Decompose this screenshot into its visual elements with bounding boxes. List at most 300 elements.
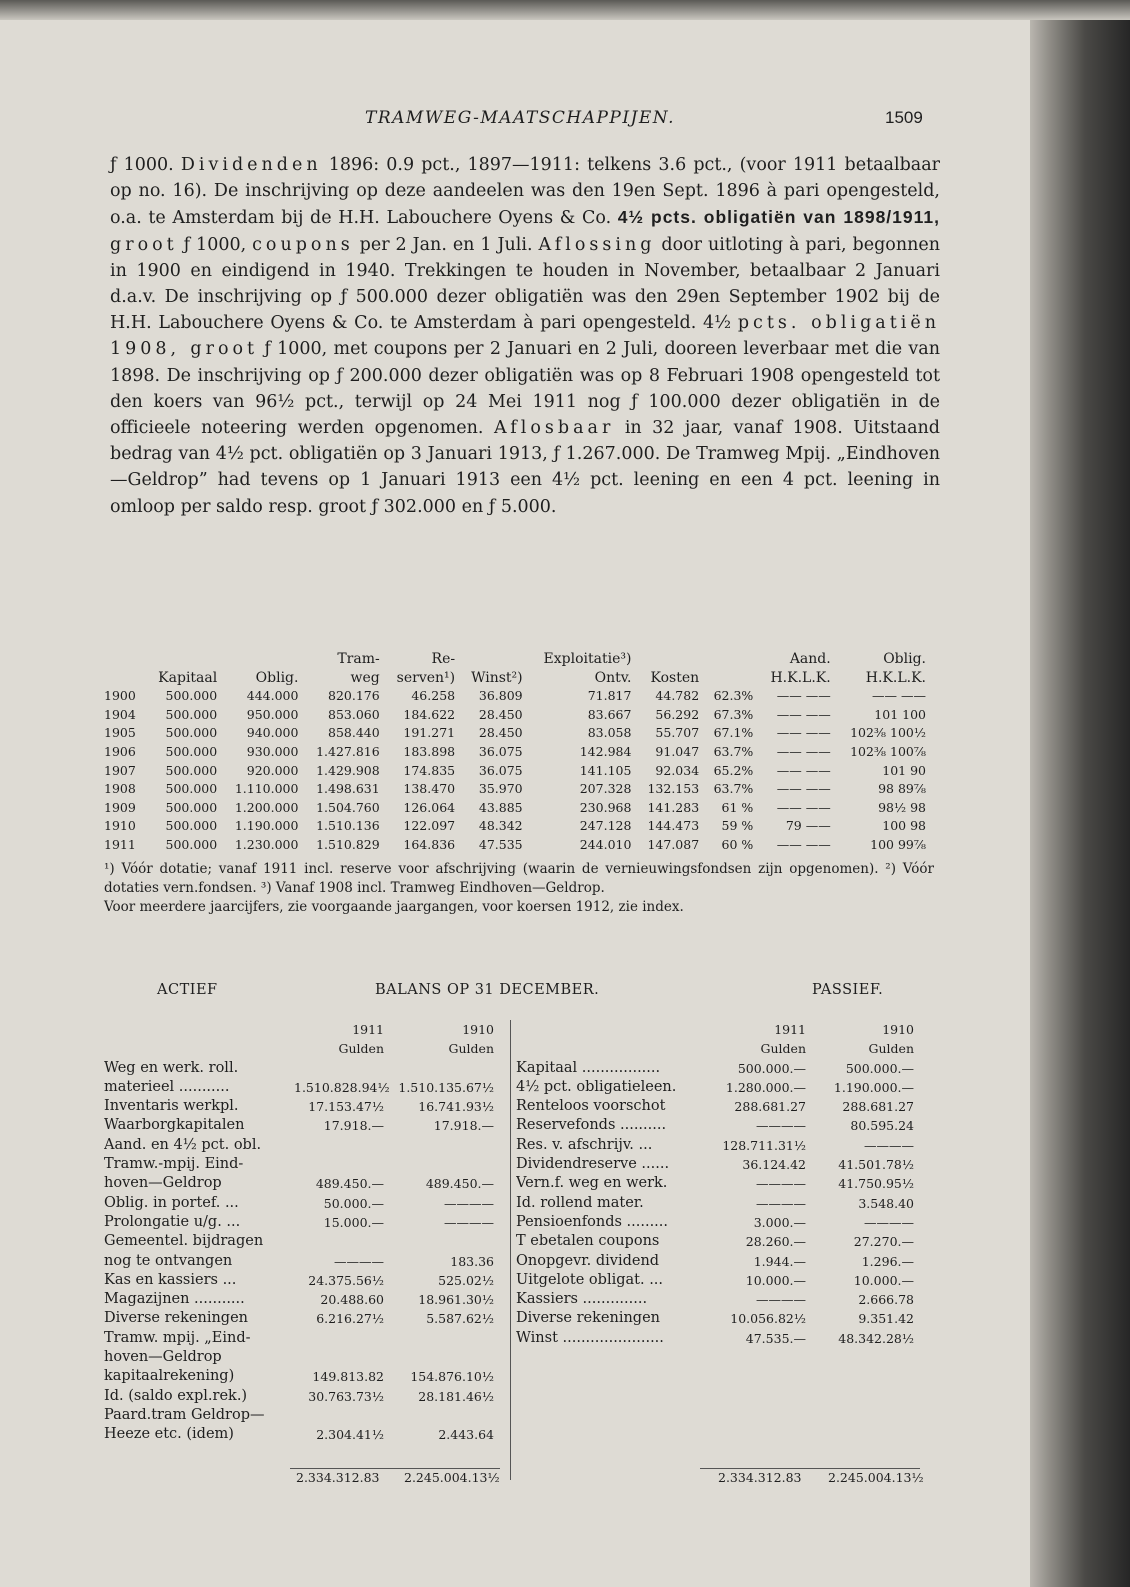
passief-value: 1.280.000.—: [725, 1079, 806, 1095]
passief-value: ————: [864, 1137, 914, 1153]
table-cell: Oblig.: [883, 651, 926, 667]
table-cell: Kosten: [650, 669, 700, 686]
table-cell: 98 89⅞: [878, 781, 926, 797]
table-cell: 500.000: [165, 781, 218, 797]
table-cell: 91.047: [655, 743, 700, 759]
column-divider: [510, 1020, 511, 1480]
table-cell: [145, 650, 221, 669]
passief-row: [516, 1194, 928, 1213]
aflosbaar-label: Aflosbaar: [493, 418, 615, 439]
actief-value: ————: [334, 1253, 384, 1269]
table-cell: —— ——: [776, 743, 831, 759]
passief-value: ————: [756, 1118, 806, 1134]
footnotes: [104, 860, 934, 917]
table-cell: 63.7%: [713, 743, 754, 759]
passief-row: [516, 1290, 928, 1309]
table-cell: 1.190.000: [234, 818, 299, 834]
table-cell: 65.2%: [713, 762, 754, 778]
actief-label: Tramw.-mpij. Eind-: [104, 1156, 244, 1173]
actief-row: [104, 1097, 504, 1116]
table-cell: 100 98: [882, 818, 926, 834]
actief-value: 6.216.27½: [316, 1311, 384, 1327]
actief-value: [294, 1136, 384, 1155]
passief-value: 500.000.—: [845, 1060, 914, 1076]
actief-row: [104, 1059, 504, 1078]
table-cell: —— ——: [776, 799, 831, 815]
table-cell: 500.000: [165, 725, 218, 741]
table-row: [100, 724, 930, 743]
passief-heading: PASSIEF.: [812, 982, 884, 998]
table-cell: Ontv.: [594, 669, 632, 686]
passief-row: [516, 1116, 928, 1135]
actief-label: kapitaalrekening): [104, 1368, 235, 1385]
passief-value: ————: [756, 1176, 806, 1192]
table-cell: 1.200.000: [234, 799, 299, 815]
actief-value: 1.510.828.94½: [294, 1079, 390, 1095]
passief-label: Diverse rekeningen: [516, 1310, 660, 1327]
table-cell: Winst²): [471, 669, 523, 686]
table-cell: [100, 650, 145, 669]
table-cell: 47.535: [478, 836, 523, 852]
passief-label: Dividendreserve ......: [516, 1156, 670, 1173]
actief-value: 20.488.60: [320, 1292, 384, 1308]
table-cell: 55.707: [655, 725, 700, 741]
actief-value: [294, 1406, 384, 1425]
actief-value: 2.443.64: [438, 1427, 494, 1443]
actief-row: [104, 1116, 504, 1135]
actief-label: hoven—Geldrop: [104, 1349, 222, 1366]
passief-label: T ebetalen coupons: [516, 1233, 660, 1250]
table-cell: 132.153: [647, 781, 700, 797]
actief-value: ————: [444, 1195, 494, 1211]
actief-value: [384, 1348, 494, 1367]
passief-label: Uitgelote obligat. ...: [516, 1271, 664, 1288]
actief-label: Kas en kassiers ...: [104, 1271, 237, 1288]
body-text-5: groot: [110, 234, 178, 255]
passief-value: 1.190.000.—: [833, 1079, 914, 1095]
passief-value: 27.270.—: [853, 1234, 914, 1250]
body-text-6: ƒ 1000,: [183, 234, 247, 255]
actief-value: [384, 1232, 494, 1251]
body-text-11: 4½: [703, 313, 732, 334]
table-cell: —— ——: [776, 836, 831, 852]
actief-value: [384, 1059, 494, 1078]
table-cell: 940.000: [246, 725, 299, 741]
table-cell: 950.000: [246, 706, 299, 722]
actief-column: [104, 1020, 504, 1445]
actief-row: [104, 1271, 504, 1290]
actief-label: Aand. en 4½ pct. obl.: [104, 1136, 262, 1153]
table-cell: 46.258: [411, 688, 456, 704]
actief-value: 17.918.—: [433, 1118, 494, 1134]
table-cell: 141.105: [579, 762, 632, 778]
actief-currency-header: [104, 1039, 504, 1058]
table-cell: 48.342: [478, 818, 523, 834]
table-cell: 500.000: [165, 818, 218, 834]
table-cell: 820.176: [328, 688, 380, 704]
actief-row: [104, 1387, 504, 1406]
table-cell: 102⅜ 100½: [850, 725, 926, 741]
passief-row: [516, 1097, 928, 1116]
table-header-row: [100, 669, 930, 688]
table-cell: 1908: [104, 781, 136, 797]
passief-row: [516, 1174, 928, 1193]
passief-label: Vern.f. weg en werk.: [516, 1175, 668, 1192]
actief-row: [104, 1174, 504, 1193]
actief-value: [294, 1348, 384, 1367]
table-cell: 102⅜ 100⅞: [850, 743, 926, 759]
actief-value: 1910: [462, 1022, 494, 1037]
table-cell: 43.885: [478, 799, 523, 815]
table-cell: 83.058: [587, 725, 632, 741]
table-cell: 126.064: [403, 799, 456, 815]
passief-value: 10.056.82½: [730, 1311, 806, 1327]
table-cell: H.K.L.K.: [770, 669, 831, 686]
actief-value: 18.961.30½: [418, 1292, 494, 1308]
table-cell: Exploitatie³): [543, 651, 632, 667]
aflossing-label: Aflossing: [538, 234, 656, 255]
table-cell: 1911: [104, 836, 136, 852]
table-cell: [703, 669, 757, 688]
table-cell: 184.622: [403, 706, 456, 722]
actief-value: 149.813.82: [312, 1369, 384, 1385]
actief-row: [104, 1155, 504, 1174]
passief-total-rule: [700, 1468, 920, 1469]
passief-value: 28.260.—: [745, 1234, 806, 1250]
body-text-1: ƒ 1000.: [110, 155, 174, 175]
passief-row: [516, 1136, 928, 1155]
actief-label: Id. (saldo expl.rek.): [104, 1387, 248, 1404]
table-cell: [703, 650, 757, 669]
actief-value: [384, 1406, 494, 1425]
actief-label: [104, 1039, 294, 1058]
actief-value: [294, 1059, 384, 1078]
table-cell: 101 100: [874, 706, 926, 722]
passief-row: [516, 1309, 928, 1328]
passief-label: [516, 1039, 716, 1058]
passief-row: [516, 1252, 928, 1271]
table-cell: 500.000: [165, 743, 218, 759]
actief-value: [384, 1155, 494, 1174]
passief-value: 10.000.—: [853, 1272, 914, 1288]
table-cell: —— ——: [776, 706, 831, 722]
table-cell: 1905: [104, 725, 136, 741]
table-cell: 63.7%: [713, 781, 754, 797]
table-cell: 44.782: [655, 688, 700, 704]
actief-value: 5.587.62½: [426, 1311, 494, 1327]
actief-value: 24.375.56½: [308, 1272, 384, 1288]
actief-value: 17.918.—: [323, 1118, 384, 1134]
table-cell: 67.3%: [713, 706, 754, 722]
actief-total-1910: 2.245.004.13½: [404, 1470, 500, 1485]
footnote-text: ¹) Vóór dotatie; vanaf 1911 incl. reserve voor afschrijving (waarin de vernieuwingsfondsen zijn opgenomen). ²) Vóór dotaties vern.fondsen. ³) Vanaf 1908 incl. Tramweg Eindhoven—Geldrop.: [104, 861, 934, 896]
table-cell: 444.000: [246, 688, 299, 704]
table-cell: 56.292: [655, 706, 700, 722]
table-header-row: [100, 650, 930, 669]
passief-label: Pensioenfonds .........: [516, 1213, 669, 1230]
table-cell: 1906: [104, 743, 136, 759]
passief-value: 3.000.—: [753, 1214, 806, 1230]
table-cell: 1904: [104, 706, 136, 722]
passief-value: 10.000.—: [745, 1272, 806, 1288]
table-cell: 1.498.631: [316, 781, 380, 797]
actief-value: 1.510.135.67½: [398, 1079, 494, 1095]
footnote-reference: Voor meerdere jaarcijfers, zie voorgaande jaargangen, voor koersen 1912, zie index.: [104, 899, 684, 915]
table-cell: 1.504.760: [316, 799, 380, 815]
table-cell: 183.898: [403, 743, 456, 759]
table-cell: 500.000: [165, 706, 218, 722]
table-row: [100, 762, 930, 781]
actief-year-header: [104, 1020, 504, 1039]
passief-column: [516, 1020, 928, 1348]
actief-row: [104, 1425, 504, 1444]
passief-value: 1.944.—: [753, 1253, 806, 1269]
passief-row: [516, 1059, 928, 1078]
body-text-15: in 32 jaar, vanaf 1908. Uitstaand bedrag van 4½ pct. obligatiën op 3 Januari 1913, ƒ 1.267.000. De Tramweg Mpij. „Eindhoven—Geldrop” had tevens op 1 Januari 1913 een 4½ pct. leening en een 4 pct. leening in omloop per saldo resp. groot ƒ 302.000 en ƒ 5.000.: [110, 418, 940, 517]
actief-label: Paard.tram Geldrop—: [104, 1406, 265, 1423]
passief-value: 2.666.78: [858, 1292, 914, 1308]
table-cell: 98½ 98: [878, 799, 926, 815]
actief-row: [104, 1329, 504, 1348]
passief-currency-header: [516, 1039, 928, 1058]
table-cell: 230.968: [579, 799, 632, 815]
table-row: [100, 799, 930, 818]
bond-1908-heading: pcts. obligatiën 1908, groot: [110, 313, 940, 360]
passief-label: Renteloos voorschot: [516, 1098, 666, 1115]
actief-row: [104, 1213, 504, 1232]
table-cell: 36.809: [478, 688, 523, 704]
passief-value: Gulden: [760, 1041, 806, 1057]
actief-value: 15.000.—: [323, 1214, 384, 1230]
table-cell: 35.970: [478, 781, 523, 797]
actief-row: [104, 1367, 504, 1386]
passief-value: 80.595.24: [850, 1118, 914, 1134]
actief-value: 154.876.10½: [410, 1369, 494, 1385]
table-cell: [635, 650, 703, 669]
table-cell: 1.510.829: [316, 836, 380, 852]
table-cell: 59 %: [721, 818, 754, 834]
actief-label: Prolongatie u/g. ...: [104, 1213, 241, 1230]
table-cell: 62.3%: [713, 688, 754, 704]
passief-value: ————: [864, 1214, 914, 1230]
actief-total-rule: [290, 1468, 500, 1469]
actief-value: Gulden: [338, 1041, 384, 1057]
passief-row: [516, 1329, 928, 1348]
table-cell: 92.034: [655, 762, 700, 778]
actief-row: [104, 1290, 504, 1309]
actief-label: Magazijnen ...........: [104, 1291, 245, 1308]
passief-value: 1911: [774, 1022, 806, 1037]
actief-value: Gulden: [448, 1041, 494, 1057]
actief-row: [104, 1252, 504, 1271]
actief-value: [294, 1329, 384, 1348]
table-cell: 853.060: [328, 706, 380, 722]
table-cell: 101 90: [882, 762, 926, 778]
actief-label: Diverse rekeningen: [104, 1310, 248, 1327]
body-text-13: ƒ 1000, met coupons per 2 Januari en 2 Juli, dooreen leverbaar met die van 1898. De inschrijving op ƒ 200.000 dezer obligatiën was op 8 Februari 1908 opengesteld tot den koers van 96½ pct., terwijl op 24 Mei 1911 nog ƒ 100.000 dezer obligatiën in de officieele noteering werden opgenomen.: [110, 339, 940, 439]
actief-heading: ACTIEF: [157, 982, 218, 998]
table-cell: 147.087: [647, 836, 700, 852]
table-cell: Tram-: [337, 651, 380, 667]
actief-label: materieel ...........: [104, 1078, 230, 1095]
table-cell: —— ——: [776, 781, 831, 797]
passief-value: 48.342.28½: [838, 1330, 914, 1346]
table-cell: 1.429.908: [316, 762, 380, 778]
actief-value: [294, 1155, 384, 1174]
actief-value: 489.450.—: [425, 1176, 494, 1192]
table-row: [100, 836, 930, 855]
statistics-table: [100, 650, 930, 855]
page-top-shadow: [0, 0, 1130, 20]
table-cell: 1910: [104, 818, 136, 834]
actief-label: Gemeentel. bijdragen: [104, 1233, 264, 1250]
book-spine: [1030, 0, 1130, 1587]
passief-label: Kapitaal .................: [516, 1059, 661, 1076]
table-cell: 60 %: [721, 836, 754, 852]
table-row: [100, 743, 930, 762]
passief-value: 9.351.42: [858, 1311, 914, 1327]
table-cell: Re-: [431, 651, 456, 667]
table-cell: 122.097: [403, 818, 456, 834]
table-cell: —— ——: [776, 762, 831, 778]
actief-value: 489.450.—: [315, 1176, 384, 1192]
actief-label: [104, 1020, 294, 1039]
table-cell: 920.000: [246, 762, 299, 778]
passief-label: 4½ pct. obligatieleen.: [516, 1078, 677, 1095]
table-cell: weg: [350, 669, 380, 686]
actief-value: 183.36: [450, 1253, 494, 1269]
table-cell: 28.450: [478, 725, 523, 741]
passief-year-header: [516, 1020, 928, 1039]
passief-value: 128.711.31½: [722, 1137, 806, 1153]
actief-row: [104, 1136, 504, 1155]
actief-label: Oblig. in portef. ...: [104, 1194, 239, 1211]
actief-total-1911: 2.334.312.83: [296, 1470, 380, 1485]
table-cell: 142.984: [579, 743, 632, 759]
table-cell: 100 99⅞: [870, 836, 926, 852]
passief-value: 1910: [882, 1022, 914, 1037]
table-cell: —— ——: [872, 688, 926, 704]
passief-label: Kassiers ..............: [516, 1291, 648, 1308]
balans-title: BALANS OP 31 DECEMBER.: [375, 982, 600, 998]
table-cell: 500.000: [165, 799, 218, 815]
actief-value: 17.153.47½: [308, 1099, 384, 1115]
table-cell: 247.128: [579, 818, 632, 834]
table-cell: Kapitaal: [158, 669, 218, 686]
table-cell: 191.271: [403, 725, 456, 741]
table-cell: 71.817: [587, 688, 632, 704]
table-row: [100, 706, 930, 725]
table-cell: 61 %: [721, 799, 754, 815]
body-text-3: 1896: 0.9 pct., 1897—1911: telkens 3.6 pct., (voor 1911 betaalbaar op no. 16). De inschrijving op deze aandeelen was den 19en Sept. 1896 à pari opengesteld, o.a. te Amsterdam bij de H.H. Labouchere Oyens & Co.: [110, 155, 941, 229]
passief-row: [516, 1155, 928, 1174]
passief-value: Gulden: [868, 1041, 914, 1057]
running-header: TRAMWEG-MAATSCHAPPIJEN.: [365, 108, 675, 128]
table-cell: 1.427.816: [316, 743, 380, 759]
table-row: [100, 817, 930, 836]
table-cell: —— ——: [776, 725, 831, 741]
passief-value: ————: [756, 1292, 806, 1308]
passief-label: Reservefonds ..........: [516, 1117, 667, 1134]
actief-row: [104, 1406, 504, 1425]
table-cell: 1907: [104, 762, 136, 778]
passief-value: 1.296.—: [861, 1253, 914, 1269]
body-paragraph: [110, 152, 940, 520]
passief-row: [516, 1271, 928, 1290]
table-cell: 79 ——: [785, 818, 831, 834]
passief-value: 288.681.27: [734, 1099, 806, 1115]
passief-value: 36.124.42: [742, 1157, 806, 1173]
dividenden-label: Dividenden: [180, 155, 322, 175]
table-cell: 164.836: [403, 836, 456, 852]
table-cell: 174.835: [403, 762, 456, 778]
table-cell: Aand.: [789, 651, 831, 667]
body-text-8: per 2 Jan. en 1 Juli.: [359, 234, 533, 255]
passief-value: ————: [756, 1195, 806, 1211]
passief-value: 288.681.27: [842, 1099, 914, 1115]
table-cell: [221, 650, 302, 669]
actief-label: Tramw. mpij. „Eind-: [104, 1329, 251, 1346]
passief-row: [516, 1213, 928, 1232]
actief-value: [384, 1136, 494, 1155]
passief-row: [516, 1232, 928, 1251]
passief-label: Onopgevr. dividend: [516, 1252, 660, 1269]
actief-row: [104, 1309, 504, 1328]
passief-total-1910: 2.245.004.13½: [828, 1470, 924, 1485]
table-cell: —— ——: [776, 688, 831, 704]
table-cell: 67.1%: [713, 725, 754, 741]
passief-label: Res. v. afschrijv. ...: [516, 1136, 653, 1153]
table-cell: Oblig.: [255, 669, 299, 686]
actief-value: ————: [444, 1214, 494, 1230]
table-cell: 36.075: [478, 743, 523, 759]
table-cell: 1.510.136: [316, 818, 380, 834]
table-cell: [459, 650, 527, 669]
actief-value: 16.741.93½: [418, 1099, 494, 1115]
passief-value: 500.000.—: [737, 1060, 806, 1076]
table-cell: 500.000: [165, 836, 218, 852]
table-row: [100, 780, 930, 799]
table-cell: 500.000: [165, 688, 218, 704]
table-cell: 144.473: [647, 818, 700, 834]
passief-row: [516, 1078, 928, 1097]
table-cell: 244.010: [579, 836, 632, 852]
actief-value: 525.02½: [438, 1272, 494, 1288]
actief-value: 30.763.73½: [308, 1388, 384, 1404]
actief-label: hoven—Geldrop: [104, 1175, 222, 1192]
actief-label: Weg en werk. roll.: [104, 1059, 239, 1076]
actief-row: [104, 1078, 504, 1097]
passief-label: Winst ......................: [516, 1329, 664, 1346]
table-cell: 207.328: [579, 781, 632, 797]
actief-value: [294, 1232, 384, 1251]
passief-value: 3.548.40: [858, 1195, 914, 1211]
actief-value: 2.304.41½: [316, 1427, 384, 1443]
actief-row: [104, 1232, 504, 1251]
table-cell: 1.110.000: [234, 781, 299, 797]
table-cell: 930.000: [246, 743, 299, 759]
table-cell: 1.230.000: [234, 836, 299, 852]
actief-label: Waarborgkapitalen: [104, 1117, 245, 1134]
passief-value: 41.750.95½: [838, 1176, 914, 1192]
table-row: [100, 687, 930, 706]
actief-value: [384, 1329, 494, 1348]
table-cell: 83.667: [587, 706, 632, 722]
table-cell: 1900: [104, 688, 136, 704]
table-cell: serven¹): [396, 669, 456, 686]
passief-label: Id. rollend mater.: [516, 1194, 644, 1211]
table-cell: [100, 669, 145, 688]
